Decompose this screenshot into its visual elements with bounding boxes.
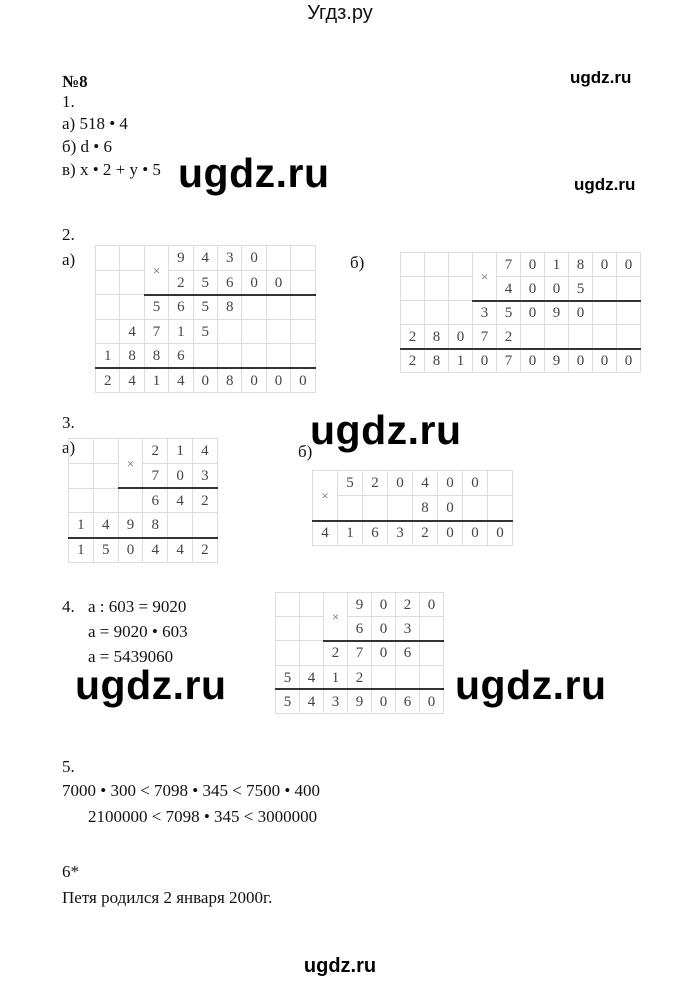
grid-cell: 6	[168, 343, 193, 369]
grid-cell	[592, 276, 617, 301]
grid-cell: 1	[168, 319, 193, 345]
grid-cell: 7	[144, 319, 169, 345]
grid-cell	[337, 495, 363, 521]
grid-cell: 9	[168, 245, 193, 271]
part5-line: 2100000 < 7098 • 345 < 3000000	[88, 807, 318, 826]
watermark-large: ugdz.ru	[455, 662, 607, 708]
grid-cell: 8	[568, 252, 593, 277]
grid-cell	[395, 665, 420, 690]
grid-cell: 0	[520, 276, 545, 301]
watermark-large: ugdz.ru	[75, 662, 227, 708]
grid-cell	[592, 300, 617, 325]
grid-cell: 5	[193, 294, 218, 320]
grid-cell	[419, 665, 444, 690]
grid-cell: 2	[323, 640, 348, 665]
grid-cell: 9	[347, 592, 372, 617]
grid-cell	[400, 276, 425, 301]
grid-cell: 0	[616, 348, 641, 373]
grid-cell	[616, 276, 641, 301]
grid-cell: 4	[193, 245, 218, 271]
grid-cell: 5	[93, 537, 119, 563]
part5-line: 7000 • 300 < 7098 • 345 < 7500 • 400	[62, 781, 321, 800]
grid-cell: 5	[144, 294, 169, 320]
grid-cell	[544, 324, 569, 349]
grid-cell: 2	[192, 488, 218, 514]
grid-cell: 0	[241, 368, 266, 394]
part3-label: 3.	[62, 413, 75, 432]
grid-cell-sign: ×	[323, 592, 348, 641]
grid-cell: 0	[437, 470, 463, 496]
grid-cell: 6	[142, 488, 168, 514]
grid-cell: 0	[592, 252, 617, 277]
grid-cell: 9	[347, 689, 372, 714]
grid-cell: 0	[266, 368, 291, 394]
grid-cell	[275, 640, 300, 665]
grid-cell: 3	[472, 300, 497, 325]
grid-cell: 0	[290, 368, 315, 394]
grid-cell	[93, 488, 119, 514]
grid-cell	[119, 245, 144, 271]
grid-cell: 0	[371, 640, 396, 665]
grid-cell	[68, 438, 94, 464]
grid-cell	[424, 300, 449, 325]
grid-underline	[400, 348, 641, 350]
grid-cell: 1	[323, 665, 348, 690]
grid-cell: 8	[217, 368, 242, 394]
grid-cell: 0	[437, 495, 463, 521]
grid-cell	[299, 616, 324, 641]
grid-cell: 2	[347, 665, 372, 690]
grid-cell: 4	[192, 438, 218, 464]
grid-cell	[371, 665, 396, 690]
grid-cell: 0	[544, 276, 569, 301]
grid-cell	[192, 512, 218, 538]
grid-cell	[68, 463, 94, 489]
grid-cell: 5	[337, 470, 363, 496]
grid-cell	[275, 592, 300, 617]
grid-cell	[462, 495, 488, 521]
grid-cell	[424, 252, 449, 277]
grid-underline	[275, 688, 444, 690]
part2-b-label: б)	[350, 253, 365, 272]
grid-underline	[118, 487, 218, 489]
footer-watermark: ugdz.ru	[303, 955, 377, 977]
grid-cell	[487, 470, 513, 496]
grid-cell: 0	[371, 616, 396, 641]
grid-cell: 4	[299, 689, 324, 714]
grid-cell: 0	[448, 324, 473, 349]
grid-cell	[400, 300, 425, 325]
grid-cell	[592, 324, 617, 349]
grid-cell	[241, 294, 266, 320]
grid-cell: 8	[142, 512, 168, 538]
grid-cell: 8	[424, 348, 449, 373]
part4-label: 4.	[62, 597, 75, 616]
grid-cell: 6	[395, 689, 420, 714]
part2-a-label: а)	[62, 250, 76, 269]
grid-cell: 5	[275, 689, 300, 714]
grid-cell: 0	[371, 592, 396, 617]
part1-label: 1.	[62, 92, 75, 111]
grid-cell: 2	[400, 348, 425, 373]
part6-text: Петя родился 2 января 2000г.	[62, 888, 273, 907]
grid-cell: 8	[119, 343, 144, 369]
grid-cell: 6	[395, 640, 420, 665]
grid-cell	[487, 495, 513, 521]
grid-cell: 3	[192, 463, 218, 489]
grid-cell	[299, 592, 324, 617]
grid-cell: 1	[144, 368, 169, 394]
grid-cell: 0	[520, 300, 545, 325]
multiplication-grid-3b	[312, 470, 512, 545]
grid-cell: 0	[568, 348, 593, 373]
grid-cell: 1	[167, 438, 193, 464]
part2-label: 2.	[62, 225, 75, 244]
grid-cell: 2	[496, 324, 521, 349]
multiplication-grid-3a	[68, 438, 217, 562]
grid-cell: 0	[616, 252, 641, 277]
grid-cell: 1	[68, 512, 94, 538]
grid-cell: 7	[472, 324, 497, 349]
watermark-large: ugdz.ru	[178, 150, 330, 196]
grid-cell-sign: ×	[312, 470, 338, 521]
grid-cell: 2	[395, 592, 420, 617]
grid-cell: 8	[144, 343, 169, 369]
grid-cell: 3	[387, 520, 413, 546]
grid-cell	[520, 324, 545, 349]
grid-cell-sign: ×	[118, 438, 144, 489]
grid-cell: 0	[437, 520, 463, 546]
grid-underline	[323, 640, 444, 642]
part3-b-label: б)	[298, 442, 313, 461]
grid-cell: 8	[217, 294, 242, 320]
grid-cell: 4	[412, 470, 438, 496]
grid-cell	[119, 294, 144, 320]
part6-label: 6*	[62, 862, 79, 881]
grid-cell: 0	[520, 252, 545, 277]
grid-cell: 0	[419, 689, 444, 714]
grid-cell	[616, 300, 641, 325]
grid-cell	[95, 294, 120, 320]
grid-cell	[448, 276, 473, 301]
grid-cell	[290, 245, 315, 271]
grid-cell: 5	[193, 319, 218, 345]
grid-cell: 5	[275, 665, 300, 690]
grid-cell: 0	[462, 520, 488, 546]
grid-cell: 4	[312, 520, 338, 546]
multiplication-grid-4	[275, 592, 443, 713]
part4-line: a = 9020 • 603	[88, 622, 188, 641]
grid-cell: 3	[323, 689, 348, 714]
part1-a: а) 518 • 4	[62, 114, 128, 133]
grid-cell: 0	[462, 470, 488, 496]
grid-cell: 1	[544, 252, 569, 277]
grid-underline	[472, 300, 641, 302]
grid-cell	[266, 343, 291, 369]
grid-cell-sign: ×	[472, 252, 497, 301]
grid-cell: 0	[371, 689, 396, 714]
grid-cell	[362, 495, 388, 521]
grid-cell	[290, 270, 315, 296]
grid-cell	[266, 245, 291, 271]
grid-cell: 2	[168, 270, 193, 296]
grid-cell: 2	[142, 438, 168, 464]
grid-cell	[616, 324, 641, 349]
grid-cell: 4	[496, 276, 521, 301]
grid-cell: 3	[395, 616, 420, 641]
grid-cell-sign: ×	[144, 245, 169, 295]
grid-cell: 7	[347, 640, 372, 665]
grid-cell	[290, 319, 315, 345]
grid-cell: 2	[192, 537, 218, 563]
grid-cell: 0	[266, 270, 291, 296]
grid-cell: 2	[362, 470, 388, 496]
grid-underline	[95, 367, 316, 369]
grid-cell: 8	[412, 495, 438, 521]
grid-cell	[419, 640, 444, 665]
grid-cell	[400, 252, 425, 277]
task-number: №8	[62, 72, 88, 91]
grid-cell	[419, 616, 444, 641]
part4-line: a = 5439060	[88, 647, 174, 666]
grid-cell: 2	[412, 520, 438, 546]
grid-cell	[193, 343, 218, 369]
grid-cell	[68, 488, 94, 514]
grid-cell: 0	[520, 348, 545, 373]
grid-cell: 0	[592, 348, 617, 373]
grid-cell: 7	[496, 252, 521, 277]
grid-cell: 9	[118, 512, 144, 538]
grid-cell: 7	[142, 463, 168, 489]
grid-cell	[119, 270, 144, 296]
grid-cell: 8	[424, 324, 449, 349]
grid-cell	[387, 495, 413, 521]
grid-cell: 4	[167, 537, 193, 563]
grid-cell: 4	[167, 488, 193, 514]
multiplication-grid-2b	[400, 252, 640, 372]
grid-cell: 0	[387, 470, 413, 496]
grid-cell: 0	[472, 348, 497, 373]
grid-cell: 2	[95, 368, 120, 394]
grid-cell: 4	[142, 537, 168, 563]
grid-underline	[144, 294, 316, 296]
grid-cell	[448, 252, 473, 277]
grid-underline	[68, 537, 218, 539]
multiplication-grid-2a	[95, 245, 315, 392]
grid-cell: 0	[167, 463, 193, 489]
grid-cell	[95, 319, 120, 345]
grid-cell	[93, 438, 119, 464]
grid-cell	[299, 640, 324, 665]
grid-cell: 1	[337, 520, 363, 546]
grid-cell: 0	[241, 245, 266, 271]
grid-cell: 7	[496, 348, 521, 373]
grid-cell: 0	[193, 368, 218, 394]
grid-cell: 4	[168, 368, 193, 394]
watermark-small: ugdz.ru	[574, 175, 636, 194]
grid-cell: 0	[241, 270, 266, 296]
part5-label: 5.	[62, 757, 75, 776]
watermark-small: ugdz.ru	[570, 68, 632, 87]
grid-cell: 4	[93, 512, 119, 538]
grid-cell	[93, 463, 119, 489]
grid-cell: 1	[68, 537, 94, 563]
grid-cell: 4	[119, 368, 144, 394]
grid-cell	[266, 319, 291, 345]
grid-cell: 5	[496, 300, 521, 325]
grid-cell: 6	[168, 294, 193, 320]
grid-cell: 6	[217, 270, 242, 296]
grid-cell: 3	[217, 245, 242, 271]
grid-cell	[266, 294, 291, 320]
grid-cell	[568, 324, 593, 349]
grid-cell	[275, 616, 300, 641]
grid-cell: 4	[119, 319, 144, 345]
grid-cell	[167, 512, 193, 538]
grid-underline	[312, 520, 513, 522]
part1-c: в) x • 2 + y • 5	[62, 160, 161, 179]
grid-cell	[95, 245, 120, 271]
grid-cell: 1	[95, 343, 120, 369]
grid-cell: 9	[544, 348, 569, 373]
grid-cell	[290, 343, 315, 369]
grid-cell	[241, 343, 266, 369]
grid-cell	[217, 343, 242, 369]
grid-cell: 6	[347, 616, 372, 641]
grid-cell	[95, 270, 120, 296]
part3-a-label: а)	[62, 438, 76, 457]
grid-cell: 0	[419, 592, 444, 617]
grid-cell: 6	[362, 520, 388, 546]
part4-line: a : 603 = 9020	[88, 597, 187, 616]
grid-cell	[448, 300, 473, 325]
grid-cell: 2	[400, 324, 425, 349]
grid-cell: 1	[448, 348, 473, 373]
grid-cell	[217, 319, 242, 345]
site-title: Угдз.ру	[307, 2, 373, 24]
grid-cell: 0	[118, 537, 144, 563]
grid-cell: 9	[544, 300, 569, 325]
grid-cell: 0	[487, 520, 513, 546]
grid-cell	[241, 319, 266, 345]
grid-cell	[118, 488, 144, 514]
grid-cell: 5	[568, 276, 593, 301]
grid-cell: 5	[193, 270, 218, 296]
watermark-large: ugdz.ru	[310, 407, 462, 453]
grid-cell	[290, 294, 315, 320]
grid-cell	[424, 276, 449, 301]
grid-cell: 4	[299, 665, 324, 690]
grid-cell: 0	[568, 300, 593, 325]
part1-b: б) d • 6	[62, 137, 113, 156]
